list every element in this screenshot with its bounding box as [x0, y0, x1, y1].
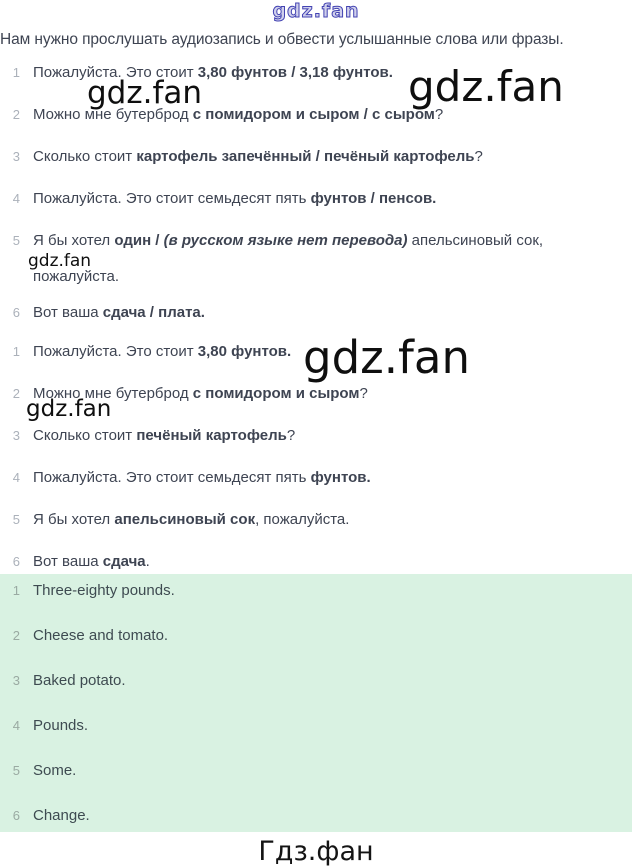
- text-segment: 3,80 фунтов.: [197, 343, 292, 360]
- text-segment: Я бы хотел: [33, 511, 115, 528]
- item-number: 6: [12, 808, 20, 823]
- list-item: [0, 190, 616, 208]
- text-segment: Вот ваша: [33, 304, 103, 321]
- list-item: [0, 385, 616, 403]
- item-text: [33, 762, 76, 779]
- item-number: 3: [12, 428, 20, 443]
- list-item: [0, 343, 616, 361]
- item-text: [33, 511, 349, 528]
- item-text: [33, 717, 88, 734]
- list-item: [0, 582, 616, 600]
- text-segment: фунтов.: [310, 469, 371, 486]
- text-segment: пожалуйста.: [33, 268, 120, 285]
- list-item: [0, 469, 616, 487]
- text-segment: печёный картофель: [136, 427, 287, 444]
- text-segment: Можно мне бутерброд: [33, 106, 193, 123]
- item-number: 6: [12, 554, 20, 569]
- text-segment: ?: [286, 427, 296, 444]
- gdz-fan-watermark: gdz.fan: [408, 62, 564, 111]
- item-text: [33, 627, 168, 644]
- text-segment: картофель запечённый / печёный картофель: [136, 148, 475, 165]
- text-segment: ?: [434, 106, 444, 123]
- text-segment: с помидором и сыром / с сыром: [192, 106, 435, 123]
- item-text: [33, 64, 393, 81]
- text-segment: Change.: [33, 807, 90, 824]
- item-text: [33, 385, 368, 402]
- text-segment: фунтов / пенсов.: [310, 190, 437, 207]
- list-item: [0, 627, 616, 645]
- text-segment: Пожалуйста. Это стоит семьдесят пять: [33, 469, 311, 486]
- text-segment: Pounds.: [33, 717, 89, 734]
- text-segment: Сколько стоит: [33, 427, 137, 444]
- text-segment: апельсиновый сок: [114, 511, 256, 528]
- list-item: [0, 807, 616, 825]
- item-number: 3: [12, 149, 20, 164]
- text-segment: Three-eighty pounds.: [33, 582, 175, 599]
- text-segment: ?: [359, 385, 368, 402]
- text-segment: сдача: [102, 553, 146, 570]
- list-item: [0, 64, 616, 82]
- text-segment: сдача / плата.: [102, 304, 205, 321]
- gdz-fan-watermark: gdz.fan: [28, 251, 92, 271]
- item-number: 2: [12, 107, 20, 122]
- item-number: 5: [12, 763, 20, 778]
- text-segment: Пожалуйста. Это стоит: [33, 64, 198, 81]
- list-item: [0, 553, 616, 571]
- text-segment: Cheese and tomato.: [33, 627, 169, 644]
- task-choices-list: [0, 64, 616, 346]
- site-footer-brand: Гдз.фан: [258, 836, 374, 867]
- item-text: [33, 106, 443, 123]
- text-segment: Можно мне бутерброд: [33, 385, 193, 402]
- item-text: [33, 427, 295, 444]
- list-item: [0, 304, 616, 322]
- english-answers-list: [0, 582, 616, 852]
- line-break: [33, 250, 616, 268]
- item-number: 1: [12, 583, 20, 598]
- list-item: [0, 717, 616, 735]
- item-text: [33, 304, 205, 321]
- item-text: [33, 232, 616, 285]
- text-segment: Пожалуйста. Это стоит: [33, 343, 198, 360]
- item-number: 6: [12, 305, 20, 320]
- item-number: 2: [12, 386, 20, 401]
- list-item: [0, 511, 616, 529]
- item-number: 4: [12, 470, 20, 485]
- text-segment: 3,80 фунтов / 3,18 фунтов.: [197, 64, 393, 81]
- list-item: [0, 672, 616, 690]
- item-number: 1: [12, 65, 20, 80]
- item-text: [33, 672, 126, 689]
- item-number: 1: [12, 344, 20, 359]
- item-text: [33, 553, 150, 570]
- text-segment: Пожалуйста. Это стоит семьдесят пять: [33, 190, 311, 207]
- gdz-fan-watermark: gdz.fan: [87, 75, 203, 111]
- item-number: 3: [12, 673, 20, 688]
- item-number: 4: [12, 191, 20, 206]
- list-item: [0, 106, 616, 124]
- item-text: [33, 807, 90, 824]
- list-item: [0, 762, 616, 780]
- item-text: [33, 469, 371, 486]
- text-segment: ?: [474, 148, 483, 165]
- text-segment: Some.: [33, 762, 77, 779]
- text-segment: , пожалуйста.: [255, 511, 350, 528]
- item-number: 5: [12, 233, 20, 248]
- list-item: [0, 232, 616, 286]
- item-number: 4: [12, 718, 20, 733]
- text-segment: Baked potato.: [33, 672, 126, 689]
- text-segment: Вот ваша: [33, 553, 103, 570]
- translation-list: [0, 343, 616, 595]
- text-segment: апельсиновый сок,: [407, 232, 544, 249]
- instruction-text: Нам нужно прослушать аудиозапись и обвести услышанные слова или фразы.: [0, 31, 564, 48]
- item-text: [33, 582, 175, 599]
- item-number: 2: [12, 628, 20, 643]
- text-segment: Я бы хотел: [33, 232, 115, 249]
- text-segment: .: [145, 553, 150, 570]
- gdz-fan-watermark: gdz.fan: [303, 331, 470, 384]
- list-item: [0, 427, 616, 445]
- item-number: 5: [12, 512, 20, 527]
- text-segment: (в русском языке нет перевода): [163, 232, 408, 249]
- list-item: [0, 148, 616, 166]
- text-segment: с помидором и сыром: [192, 385, 360, 402]
- gdz-fan-top-watermark: gdz.fan: [272, 0, 360, 22]
- item-text: [33, 148, 483, 165]
- gdz-fan-watermark: gdz.fan: [26, 396, 112, 422]
- text-segment: Сколько стоит: [33, 148, 137, 165]
- text-segment: один /: [114, 232, 164, 249]
- item-text: [33, 343, 291, 360]
- item-text: [33, 190, 436, 207]
